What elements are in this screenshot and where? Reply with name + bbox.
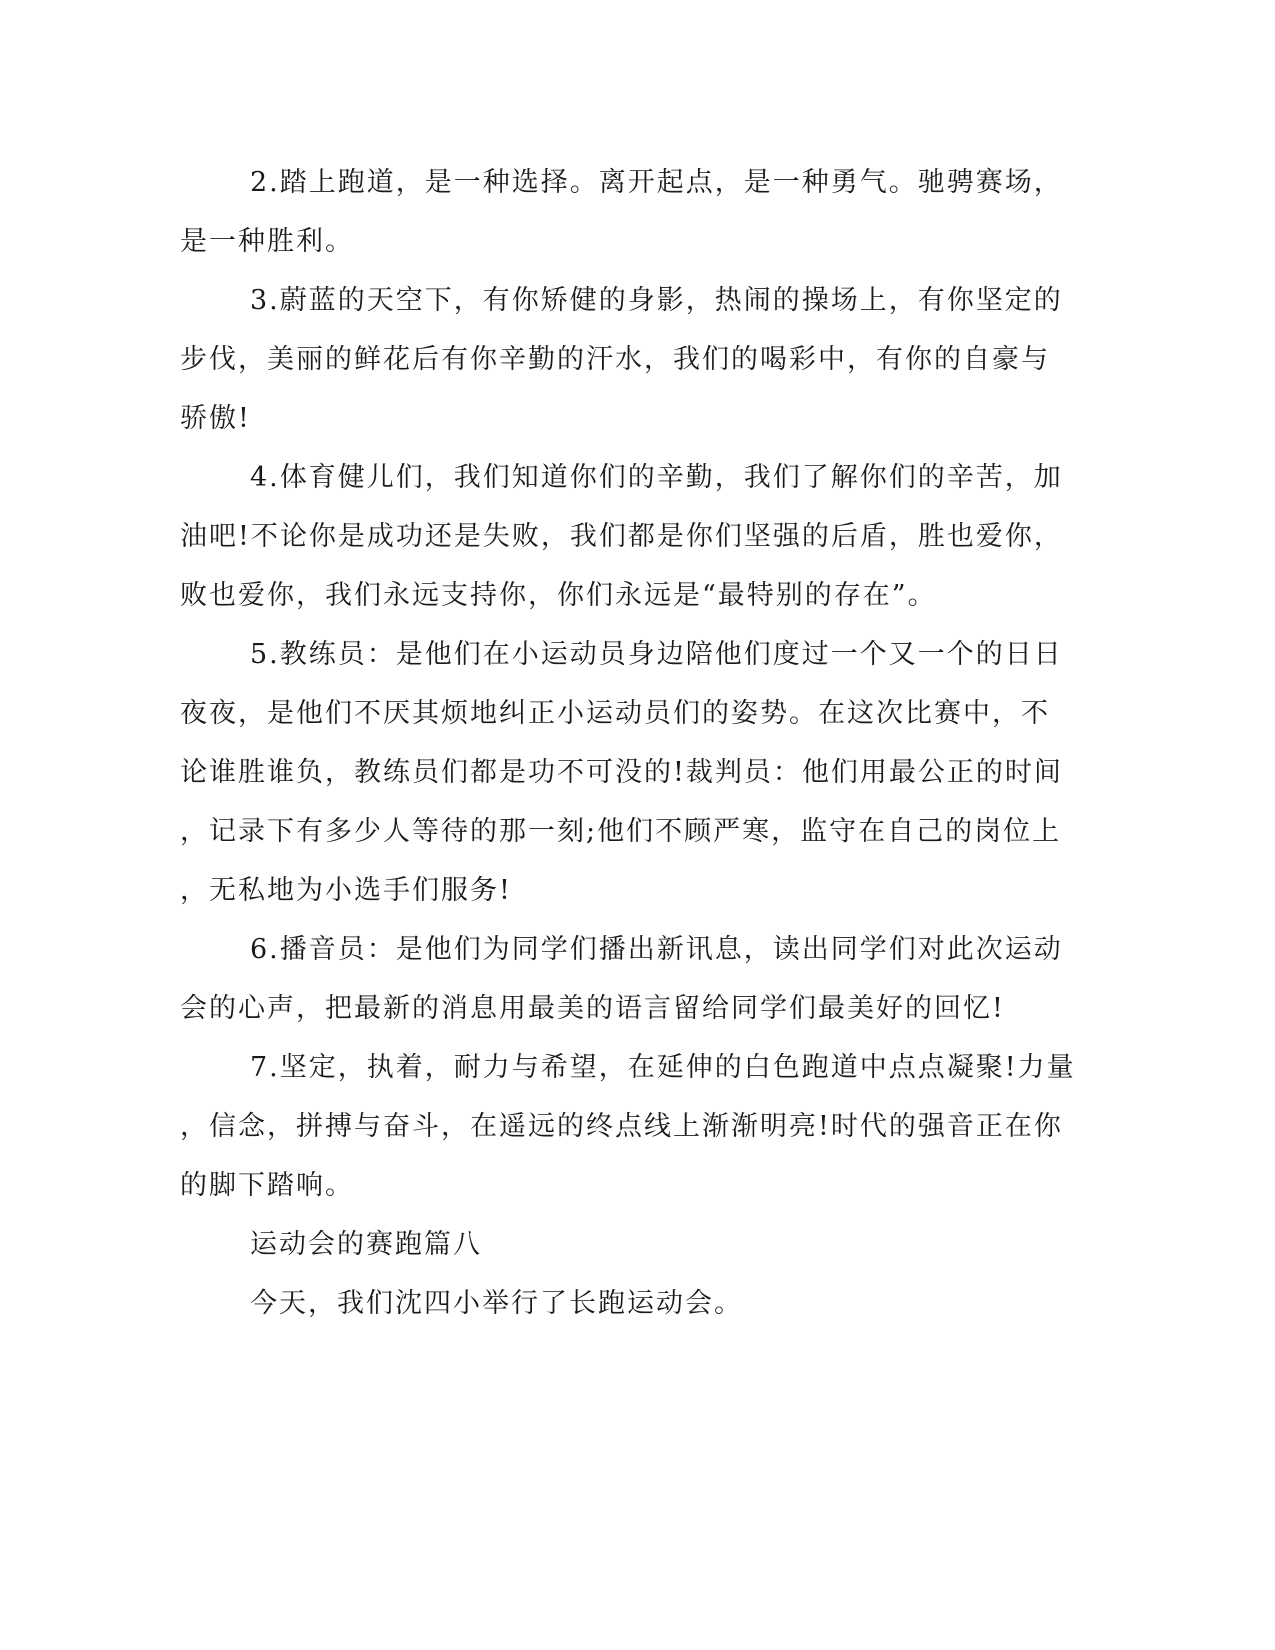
- text-line-13: ，无私地为小选手们服务!: [180, 875, 512, 906]
- section-heading: 运动会的赛跑篇八: [250, 1229, 482, 1260]
- text-line-16: 7.坚定，执着，耐力与希望，在延伸的白色跑道中点点凝聚!力量: [250, 1052, 1076, 1083]
- text-line-14: 6.播音员：是他们为同学们播出新讯息，读出同学们对此次运动: [250, 934, 1063, 965]
- text-line-15: 会的心声，把最新的消息用最美的语言留给同学们最美好的回忆!: [180, 993, 1005, 1024]
- text-line-5: 骄傲!: [180, 403, 251, 434]
- text-line-12: ，记录下有多少人等待的那一刻;他们不顾严寒，监守在自己的岗位上: [180, 816, 1062, 847]
- text-line-17: ，信念，拼搏与奋斗，在遥远的终点线上渐渐明亮!时代的强音正在你: [180, 1111, 1063, 1142]
- text-line-20: 今天，我们沈四小举行了长跑运动会。: [250, 1288, 743, 1319]
- text-line-18: 的脚下踏响。: [180, 1170, 354, 1201]
- text-line-4: 步伐，美丽的鲜花后有你辛勤的汗水，我们的喝彩中，有你的自豪与: [180, 344, 1050, 375]
- text-line-6: 4.体育健儿们，我们知道你们的辛勤，我们了解你们的辛苦，加: [250, 462, 1063, 493]
- text-line-9: 5.教练员：是他们在小运动员身边陪他们度过一个又一个的日日: [250, 639, 1063, 670]
- text-line-7: 油吧!不论你是成功还是失败，我们都是你们坚强的后盾，胜也爱你，: [180, 521, 1063, 552]
- text-line-8: 败也爱你，我们永远支持你，你们永远是“最特别的存在”。: [180, 580, 937, 611]
- text-line-11: 论谁胜谁负，教练员们都是功不可没的!裁判员：他们用最公正的时间: [180, 757, 1063, 788]
- text-line-10: 夜夜，是他们不厌其烦地纠正小运动员们的姿势。在这次比赛中，不: [180, 698, 1050, 729]
- text-line-3: 3.蔚蓝的天空下，有你矫健的身影，热闹的操场上，有你坚定的: [250, 285, 1063, 316]
- text-line-2: 是一种胜利。: [180, 226, 354, 257]
- text-line-1: 2.踏上跑道，是一种选择。离开起点，是一种勇气。驰骋赛场，: [250, 167, 1063, 198]
